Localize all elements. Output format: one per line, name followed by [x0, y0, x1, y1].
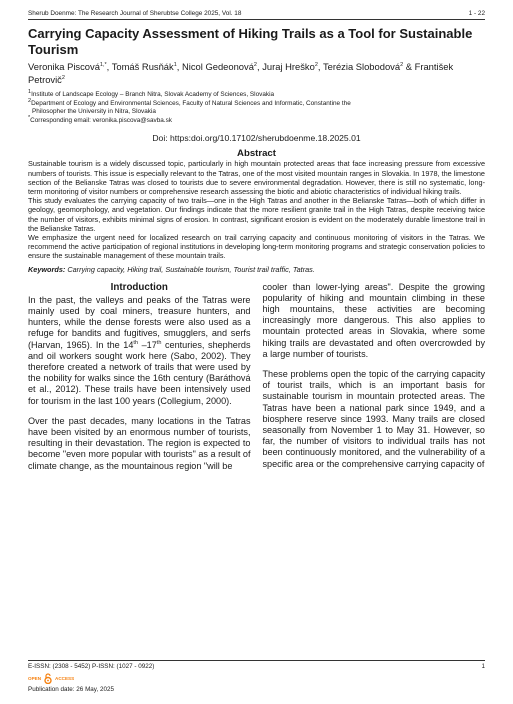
abstract-heading: Abstract [237, 148, 276, 160]
open-access-left: OPEN [28, 676, 42, 681]
body-columns [28, 282, 485, 481]
page-footer [28, 660, 485, 693]
journal-name: Sherub Doenme: The Research Journal of Sherubtse College 2025, Vol. 18 [28, 10, 242, 17]
left-column [28, 282, 251, 481]
affiliation-1: $^1$Institute of Landscape Ecology – Branch Nitra, Slovak Academy of Sciences, Slovakia [28, 88, 275, 98]
publication-date: Publication date: 26 May, 2025 [28, 686, 114, 693]
intro-paragraph-4: These problems open the topic of the carrying capacity of tourist trails, which is an important basis for sustainable tourism in mountain protected areas. The Tatras have been a national park since 1949, and a biosphere reserve since 1993. Many trails are closed seasonally from November 1 to May 31. However, so far, the number of visitors to individual trails has not been continuously monitored, and the vulnerability of a specific area or the comprehensive carrying capacity of [262, 369, 485, 469]
author-affiliation-mark: 2 [253, 61, 257, 68]
page-number: 1 [481, 663, 485, 670]
introduction-heading: Introduction [110, 281, 168, 293]
affiliation-2: $^2$Department of Ecology and Environmental Sciences, Faculty of Natural Sciences and Informatic, Constantine the [28, 97, 351, 107]
keywords [28, 265, 485, 274]
open-access-logo [28, 673, 485, 684]
running-header [28, 10, 485, 20]
affiliations [28, 88, 485, 125]
abstract-paragraph-3: We emphasize the urgent need for localized research on trail carrying capacity and continuous monitoring of visitors in the Tatras. We recommend the active participation of regional institutions in developing long-term monitoring programs and strategic conservation policies to ensure the sustainable management of these mountain trails. [28, 233, 485, 261]
author-affiliation-mark: 2 [61, 74, 65, 81]
issn: E-ISSN: (2308 - 5452) P-ISSN: (1027 - 0922) [28, 663, 155, 670]
right-column [263, 282, 486, 481]
intro-paragraph-2: Over the past decades, many locations in the Tatras have been visited by an enormous number of tourists, resulting in their devastation. The region is expected to become "even more popular with tourists" as a result of climate change, as the mountainous region "will be [28, 415, 251, 471]
affiliation-2-cont: Philosopher the University in Nitra, Slovakia [32, 108, 156, 116]
author-name: Nicol Gedeonová [182, 61, 254, 72]
author-affiliation-mark: 1 [173, 61, 177, 68]
author-affiliation-mark: 2 [400, 61, 404, 68]
paper-title: Carrying Capacity Assessment of Hiking Trails as a Tool for Sustainable Tourism [28, 26, 473, 57]
author-name: & František Petrovič [28, 61, 454, 85]
author-name: Terézia Slobodová [322, 61, 401, 72]
abstract-paragraph-1: Sustainable tourism is a widely discussed topic, particularly in high mountain protected areas that face increasing pressure from excessive numbers of tourists. This issue is especially relevant to the Tatras, one of the most visited mountain ranges in Slovakia. In 1978, the limestone section of the Belianske Tatras was closed to tourists due to severe environmental degradation. However, there is still no systematic, long-term monitoring of visitor numbers or comprehensive research assessing the biotic and abiotic characteristics of individual hiking trails. [28, 159, 485, 196]
author-name: Juraj Hreško [262, 61, 315, 72]
open-lock-icon [44, 673, 52, 684]
issn-line [28, 660, 485, 670]
author-affiliation-mark: 2 [314, 61, 318, 68]
intro-paragraph-3: cooler than lower-lying areas". Despite the growing popularity of hiking and mountain climbing in these high mountains, these activities are becoming increasingly more dangerous. This also applies to mountain protected areas in Slovakia, where some hiking trails are devastated and often overcrowded by a large number of tourists. [262, 281, 485, 359]
keywords-label: Keywords: [28, 264, 66, 274]
open-access-right: ACCESS [55, 676, 75, 681]
abstract-section [28, 148, 485, 260]
doi[interactable]: Doi: https:doi.org/10.17102/sherubdoenme.18.2025.01 [152, 133, 361, 144]
author-name: Veronika Piscová [28, 61, 100, 72]
keywords-value: Carrying capacity, Hiking trail, Sustainable tourism, Tourist trail traffic, Tatras. [67, 264, 315, 274]
author-affiliation-mark: 1,* [99, 61, 107, 68]
author-name: Tomáš Rusňák [111, 61, 174, 72]
page-range: 1 - 22 [468, 10, 485, 17]
corresponding-email: *Corresponding email: veronika.piscova@savba.sk [28, 114, 172, 124]
author-list: Veronika Piscová$^{1,*}$, Tomáš Rusňák$^1$, Nicol Gedeonová$^2$, Juraj Hreško$^2$, Terézia Slobodová$^2$ & František Petrovič$^2$ [28, 61, 454, 85]
intro-paragraph-1: In the past, the valleys and peaks of the Tatras were mainly used by coal miners, treasure hunters, and hunters, while the dense forests were also used as a refuge for bandits and fugitives, smugglers, and serfs (Harvan, 1965). In the 14th –17th centuries, shepherds and oil workers sought work here (Sabo, 2002). They therefore created a network of trails that were used by the nobility for walks since the 16th century (Baráthová et al., 2012). These trails have been intensively used for tourism in the last 100 years (Collegium, 2000). [28, 294, 251, 406]
abstract-paragraph-2: This study evaluates the carrying capacity of two trails—one in the High Tatras and another in the Belianske Tatras—both of which differ in geology, geomorphology, and vegetation. Our findings indicate that the more resilient granite trail in the High Tatras, despite receiving twice the number of visitors, exhibits minimal signs of erosion. In contrast, significant erosion is evident on the moderately durable limestone trail in the Belianske Tatras. [28, 196, 485, 233]
